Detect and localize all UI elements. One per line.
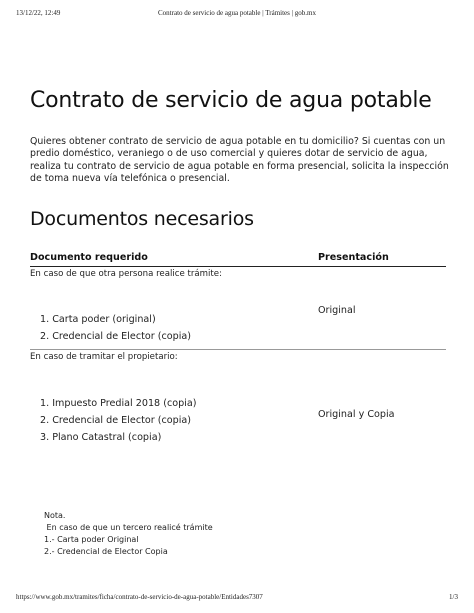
print-page-title: Contrato de servicio de agua potable | Trámites | gob.mx	[158, 9, 316, 17]
header-divider	[30, 266, 446, 267]
page-title: Contrato de servicio de agua potable	[30, 88, 432, 113]
document-list	[40, 395, 196, 446]
print-datetime: 13/12/22, 12:49	[16, 9, 61, 17]
row-divider	[30, 349, 446, 350]
note-line: 2.- Credencial de Elector Copia	[44, 547, 168, 556]
print-footer	[16, 593, 458, 605]
list-item: 3. Plano Catastral (copia)	[40, 432, 162, 443]
column-header-documento: Documento requerido	[30, 252, 148, 263]
list-item: 1. Carta poder (original)	[40, 314, 156, 325]
group-caption: En caso de que otra persona realice trámite:	[30, 269, 222, 279]
group-caption: En caso de tramitar el propietario:	[30, 352, 178, 362]
list-item: 2. Credencial de Elector (copia)	[40, 415, 191, 426]
print-url: https://www.gob.mx/tramites/ficha/contrato-de-servicio-de-agua-potable/Entidades7307	[16, 593, 263, 601]
list-item: 2. Credencial de Elector (copia)	[40, 331, 191, 342]
note-block	[44, 510, 213, 558]
document-list	[40, 311, 191, 345]
documents-heading: Documentos necesarios	[30, 208, 254, 230]
column-header-presentacion: Presentación	[318, 252, 389, 263]
note-label: Nota.	[44, 511, 66, 520]
presentation-value: Original	[318, 305, 356, 316]
intro-paragraph: Quieres obtener contrato de servicio de agua potable en tu domicilio? Si cuentas con un predio doméstico, veraniego o de uso comercial y quieres dotar de servicio de agua, realiza tu contrato de servicio de agua potable en forma presencial, solicita la inspección de toma nueva vía telefónica o presencial.	[30, 136, 449, 185]
list-item: 1. Impuesto Predial 2018 (copia)	[40, 398, 197, 409]
note-line: En caso de que un tercero realicé trámite	[44, 523, 213, 532]
presentation-value: Original y Copia	[318, 409, 395, 420]
print-header	[16, 9, 458, 21]
note-line: 1.- Carta poder Original	[44, 535, 139, 544]
print-page-number: 1/3	[449, 593, 458, 601]
